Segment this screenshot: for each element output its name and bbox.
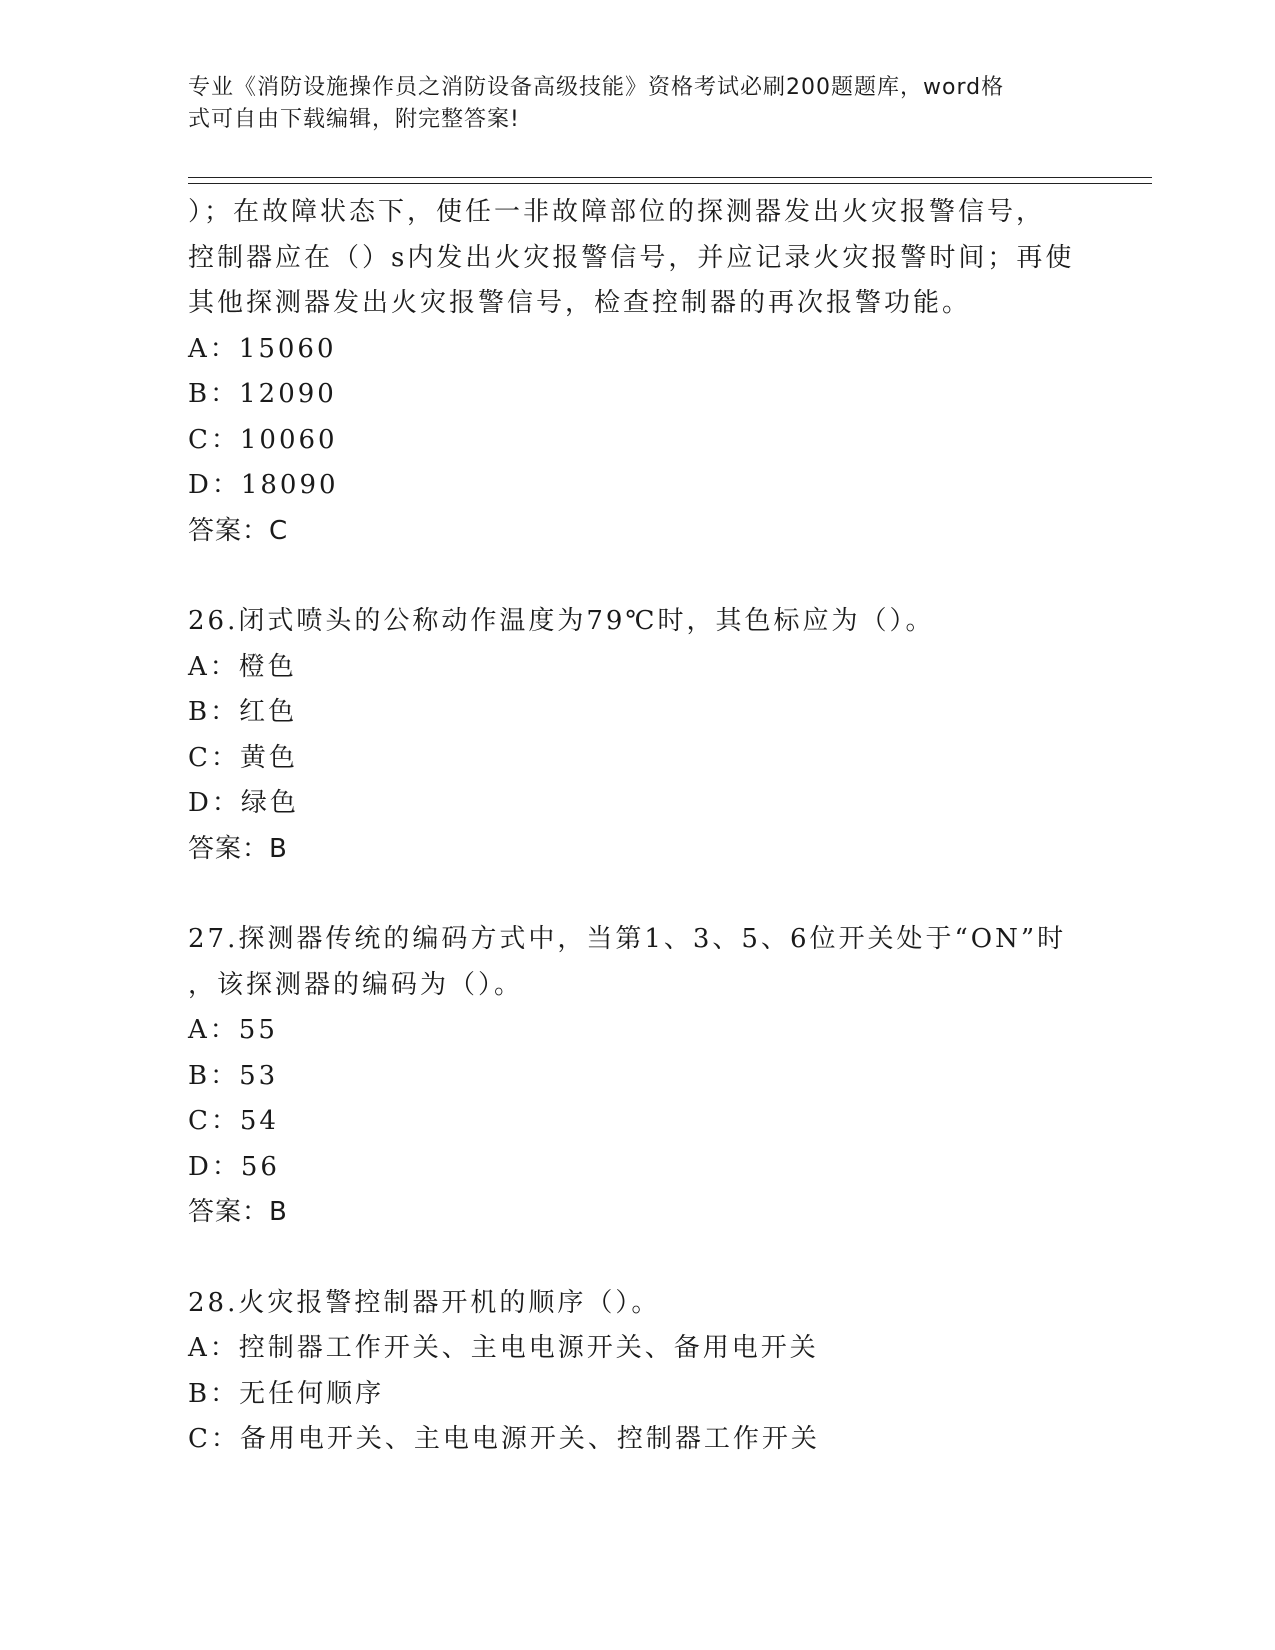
question-stem-line: 其他探测器发出火灾报警信号，检查控制器的再次报警功能。 [188,288,972,318]
spacer [188,554,1118,599]
spacer [188,872,1118,917]
option-b: B：无任何顺序 [188,1378,385,1409]
option-b: B：红色 [188,697,298,727]
option-c: C：备用电开关、主电电源开关、控制器工作开关 [188,1424,820,1454]
header-divider-bottom [188,183,1152,184]
answer: 答案：B [188,1197,288,1227]
spacer [188,1236,1118,1281]
header-line-2: 式可自由下载编辑，附完整答案! [188,107,520,132]
option-a: A：控制器工作开关、主电电源开关、备用电开关 [188,1333,819,1363]
option-d: D：绿色 [188,788,299,818]
question-27 [188,917,1118,1236]
header-line-1: 专业《消防设施操作员之消防设备高级技能》资格考试必刷200题题库，word格 [188,75,1005,100]
header-divider-top [188,177,1152,178]
question-stem-line: 控制器应在（）s内发出火灾报警信号，并应记录火灾报警时间；再使 [188,242,1075,273]
question-stem-line: ）；在故障状态下，使任一非故障部位的探测器发出火灾报警信号， [188,197,1046,227]
question-stem-line: ，该探测器的编码为（）。 [188,969,524,1000]
answer: 答案：C [188,515,289,546]
question-content [188,190,1118,1463]
document-header [188,72,1068,136]
option-d: D：56 [188,1151,280,1182]
option-b: B：53 [188,1060,279,1091]
question-26 [188,599,1118,872]
question-stem-line: 27.探测器传统的编码方式中，当第1、3、5、6位开关处于“ON”时 [188,924,1067,954]
question-stem-line: 28.火灾报警控制器开机的顺序（）。 [188,1287,661,1318]
answer: 答案：B [188,833,288,864]
option-c: C：黄色 [188,742,298,773]
option-b: B：12090 [188,379,337,409]
option-c: C：10060 [188,424,338,455]
option-d: D：18090 [188,470,339,500]
option-a: A：15060 [188,333,337,364]
option-c: C：54 [188,1106,279,1136]
option-a: A：55 [188,1015,278,1045]
option-a: A：橙色 [188,651,297,682]
question-stem-line: 26.闭式喷头的公称动作温度为79℃时，其色标应为（）。 [188,606,935,636]
question-28 [188,1281,1118,1463]
question-25 [188,190,1118,554]
